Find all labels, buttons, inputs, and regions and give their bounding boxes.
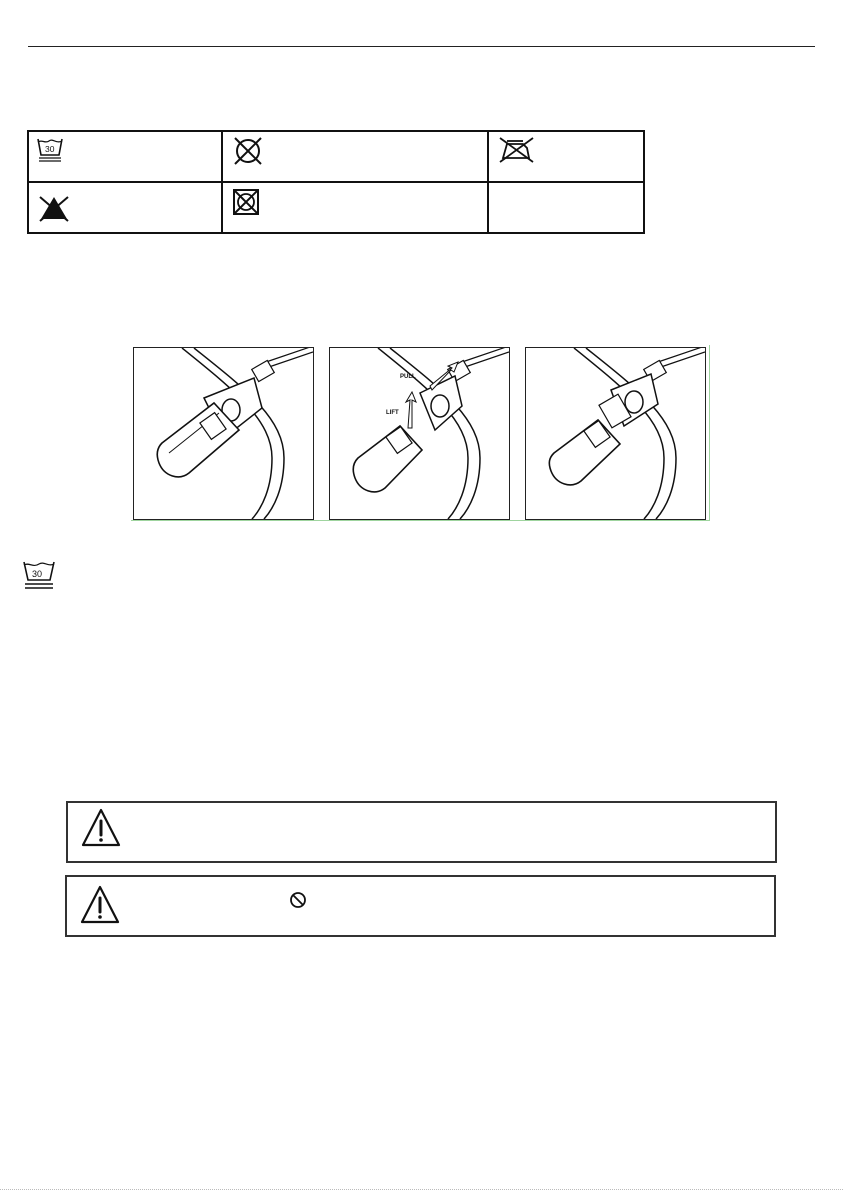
do-not-dry-clean-icon [231,136,265,166]
figure-panel-separated [525,347,706,520]
do-not-bleach-icon [37,193,71,223]
care-cell-dry-clean [222,131,488,182]
svg-text:30: 30 [45,144,55,154]
lift-label: LIFT [386,410,399,416]
page-bottom-edge [0,1189,843,1190]
sensor-connection-figures [133,347,709,522]
care-cell-iron [488,131,644,182]
figure-panel-connected [133,347,314,520]
care-cell-empty [488,182,644,233]
pull-label: PULL [400,374,416,380]
care-cell-bleach [28,182,222,233]
sensor-disconnect-drawing [330,348,509,519]
figure-panel-disconnect [329,347,510,520]
prohibition-icon [289,891,307,909]
care-symbols-table [27,130,645,234]
svg-text:30: 30 [32,569,43,579]
care-cell-tumble [222,182,488,233]
warning-box-2 [65,875,776,937]
warning-box-1 [66,801,777,863]
do-not-iron-icon [497,136,537,164]
warning-triangle-icon [80,807,122,849]
sensor-separated-drawing [526,348,705,519]
header-rule [28,46,815,47]
warning-triangle-icon [79,884,121,926]
wash-30-icon [22,558,58,590]
do-not-tumble-dry-icon [231,187,261,217]
sensor-connected-drawing [134,348,313,519]
wash-30-icon [37,136,65,162]
care-cell-wash [28,131,222,182]
